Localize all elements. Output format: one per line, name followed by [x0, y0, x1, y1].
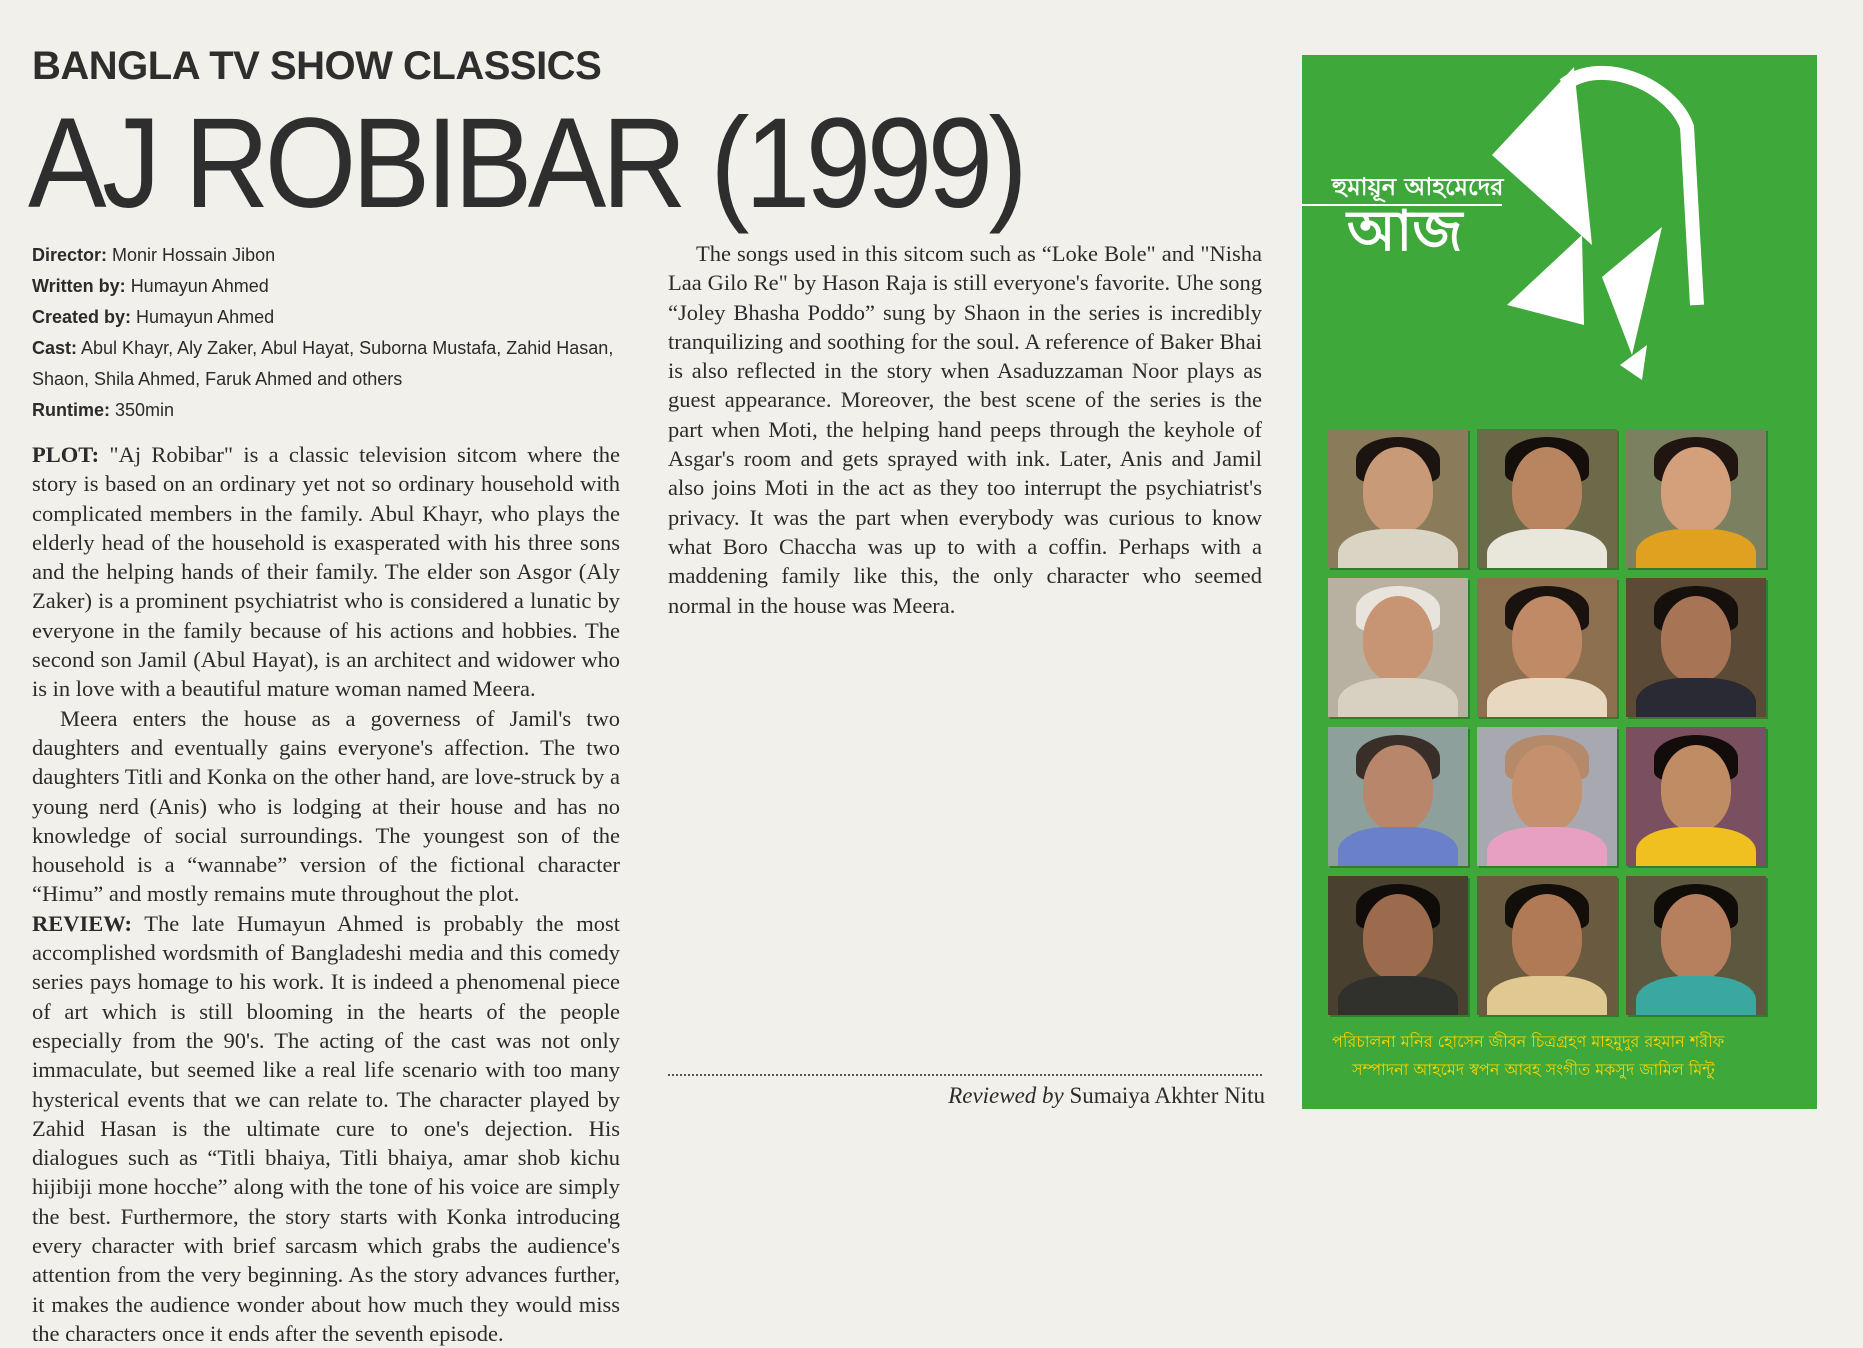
article-title: AJ ROBIBAR (1999)	[28, 92, 1024, 235]
byline	[948, 1083, 1265, 1109]
plot-text-2: Meera enters the house as a governess of Jamil's two daughters and eventually gains everyone's affection. The two daughters Titli and Konka on the other hand, are love-struck by a young nerd (Anis) who is lodging at their house and has no knowledge of social surroundings. The youngest son of the household is a “wannabe” version of the fictional character “Himu” and mostly remains mute throughout the plot.	[32, 705, 620, 907]
cast-photo	[1328, 429, 1468, 568]
article-column-1	[32, 440, 620, 1348]
poster-subtitle: হুমায়ূন আহমেদের	[1332, 173, 1504, 201]
plot-paragraph-1	[32, 440, 620, 704]
cast-photo	[1328, 727, 1468, 866]
credit-label: Runtime:	[32, 400, 110, 420]
byline-prefix: Reviewed by	[948, 1083, 1064, 1108]
plot-label: PLOT:	[32, 442, 100, 467]
cast-photo	[1477, 429, 1617, 568]
review-paragraph-2	[668, 239, 1262, 620]
credit-cast	[32, 333, 642, 395]
poster-title-bn: আজ	[1347, 199, 1463, 264]
section-kicker: BANGLA TV SHOW CLASSICS	[32, 44, 602, 88]
credit-runtime	[32, 395, 642, 426]
review-text-1: The late Humayun Ahmed is probably the most accomplished wordsmith of Bangladeshi media and this comedy series pays homage to his work. It is indeed a phenomenal piece of art which is still blooming in the hearts of the people especially from the 90's. The acting of the cast was not only immaculate, but seemed like a real life scenario with too many hysterical events that we can relate to. The character played by Zahid Hasan is the ultimate cure to one's dejection. His dialogues such as “Titli bhaiya, Titli bhaiya, amar shob kichu hijibiji mone hocche” along with the tone of his voice are simply the best. Furthermore, the story starts with Konka introducing every character with brief sarcasm which grabs the audience's attention from the very beginning. As the story advances further, it makes the audience wonder about how much they would miss the characters once it ends after the seventh episode.	[32, 910, 621, 1346]
cast-photo	[1626, 578, 1766, 717]
cast-photo-grid	[1328, 429, 1766, 1009]
poster-triangle-shape	[1620, 345, 1647, 380]
show-poster	[1302, 55, 1817, 1109]
review-text-2: The songs used in this sitcom such as “Loke Bole" and "Nisha Laa Gilo Re" by Hason Raja is still everyone's favorite. Uhe song “Joley Bhasha Poddo” sung by Shaon in the series is incredibly tranquilizing and soothing for the soul. A reference of Baker Bhai is also reflected in the story when Asaduzzaman Noor plays as guest appearance. Moreover, the best scene of the series is the part when Moti, the helping hand peeps through the keyhole of Asgar's room and gets sprayed with ink. Later, Anis and Jamil also joins Moti in the act as they too interrupt the psychiatrist's privacy. It was the part when everybody was curious to know what Boro Chaccha was up to with a coffin. Perhaps with a maddening family like this, the only character who seemed normal in the house was Meera.	[668, 241, 1262, 618]
cast-photo	[1477, 578, 1617, 717]
cast-photo	[1328, 578, 1468, 717]
dotted-divider	[668, 1074, 1262, 1076]
poster-triangle-shape	[1602, 227, 1662, 355]
plot-paragraph-2	[32, 704, 620, 909]
credits-block	[32, 240, 642, 426]
credit-written	[32, 271, 642, 302]
credit-label: Created by:	[32, 307, 132, 327]
cast-photo	[1328, 876, 1468, 1015]
cast-photo	[1626, 727, 1766, 866]
review-paragraph-1-start	[32, 909, 620, 1348]
plot-text-1: "Aj Robibar" is a classic television sitcom where the story is based on an ordinary yet not so ordinary household with complicated members in the family. Abul Khayr, who plays the elderly head of the household is exasperated with his three sons and the helping hands of their family. The elder son Asgor (Aly Zaker) is a prominent psychiatrist who is considered a lunatic by everyone in the family because of his actions and hobbies. The second son Jamil (Abul Hayat), is an architect and widower who is in love with a beautiful mature woman named Meera.	[32, 442, 620, 702]
cast-photo	[1626, 429, 1766, 568]
credit-label: Cast:	[32, 338, 78, 358]
credit-value: 350min	[115, 400, 175, 420]
article-column-2	[668, 239, 1262, 620]
byline-author: Sumaiya Akhter Nitu	[1069, 1083, 1265, 1108]
credit-created	[32, 302, 642, 333]
credit-value: Abul Khayr, Aly Zaker, Abul Hayat, Suborna Mustafa, Zahid Hasan, Shaon, Shila Ahmed, Faruk Ahmed and others	[32, 338, 614, 389]
poster-triangle-shape	[1507, 235, 1584, 325]
cast-photo	[1626, 876, 1766, 1015]
credit-value: Humayun Ahmed	[130, 276, 269, 296]
credit-label: Written by:	[32, 276, 126, 296]
credit-label: Director:	[32, 245, 108, 265]
poster-credit-line-1: পরিচালনা মনির হোসেন জীবন চিত্রগ্রহণ মাহমুদুর রহমান শরীফ	[1332, 1032, 1725, 1051]
cast-photo	[1477, 876, 1617, 1015]
credit-value: Monir Hossain Jibon	[112, 245, 276, 265]
review-label: REVIEW:	[32, 910, 133, 936]
cast-photo	[1477, 727, 1617, 866]
poster-triangle-shape	[1492, 67, 1592, 245]
credit-director	[32, 240, 642, 271]
credit-value: Humayun Ahmed	[136, 307, 275, 327]
poster-credit-line-2: সম্পাদনা আহমেদ স্বপন আবহ সংগীত মকসুদ জামিল মিন্টু	[1352, 1060, 1715, 1079]
